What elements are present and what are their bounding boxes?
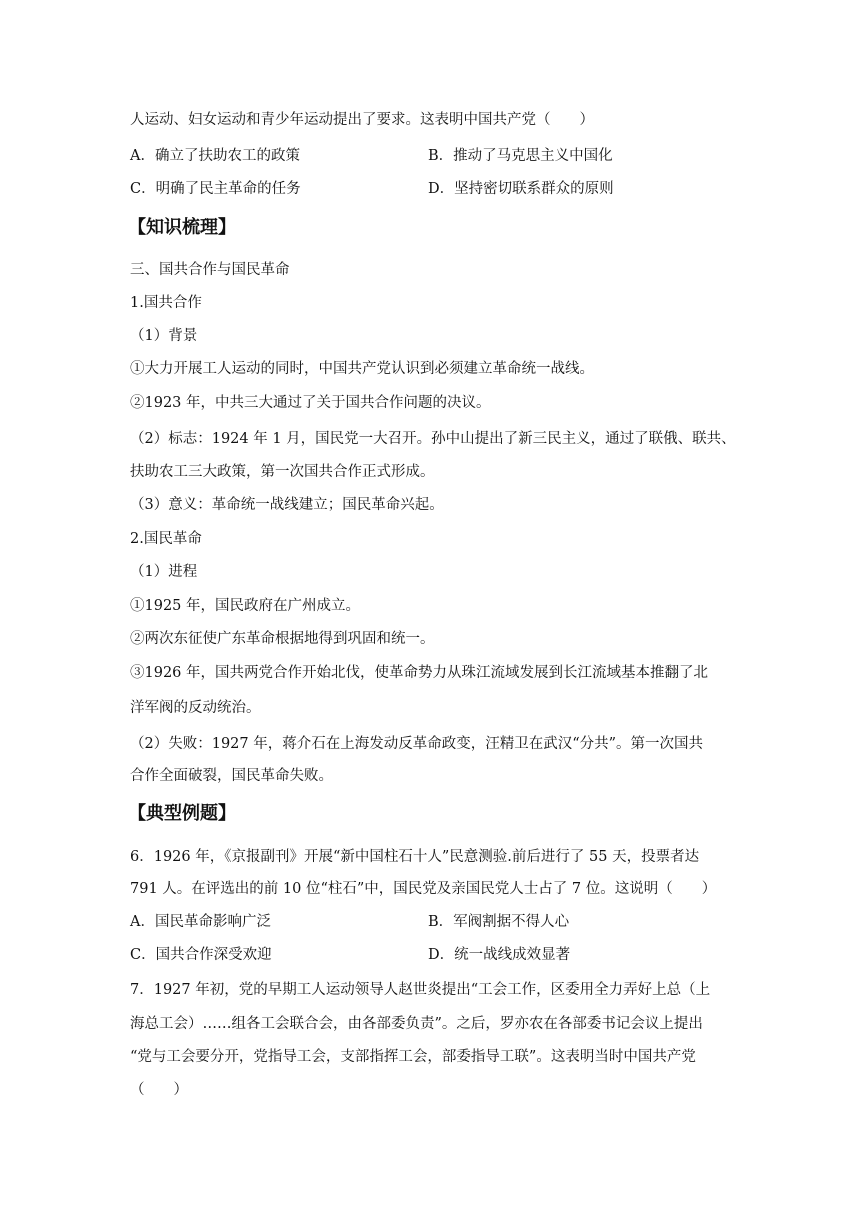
q6-stem-line: 791 人。在评选出的前 10 位“柱石”中，国民党及亲国民党人士占了 7 位。这说明（ ）: [130, 881, 717, 897]
q6-option-d: D．统一战线成效显著: [428, 947, 571, 963]
q7-stem-line: 海总工会）……组各工会联合会，由各部委负责”。之后，罗亦农在各部委书记会议上提出: [130, 1016, 703, 1032]
knowledge-line: 扶助农工三大政策，第一次国共合作正式形成。: [130, 464, 435, 480]
knowledge-line: 洋军阀的反动统治。: [130, 700, 261, 716]
knowledge-line: ①1925 年，国民政府在广州成立。: [130, 598, 361, 614]
knowledge-line: ③1926 年，国共两党合作开始北伐，使革命势力从珠江流域发展到长江流域基本推翻了北: [130, 665, 709, 681]
q5-option-d: D．坚持密切联系群众的原则: [428, 181, 614, 197]
knowledge-line: （1）进程: [130, 564, 198, 580]
q6-option-c: C．国共合作深受欢迎: [130, 947, 272, 963]
knowledge-line: 2.国民革命: [130, 531, 202, 547]
knowledge-line: （1）背景: [130, 328, 198, 344]
q6-option-a: A．国民革命影响广泛: [130, 914, 271, 930]
q7-stem-line: “党与工会要分开，党指导工会，支部指挥工会，部委指导工联”。这表明当时中国共产党: [130, 1049, 696, 1065]
knowledge-line: （2）失败：1927 年，蒋介石在上海发动反革命政变，汪精卫在武汉“分共”。第一次国共: [130, 736, 704, 752]
knowledge-line: （3）意义：革命统一战线建立；国民革命兴起。: [130, 497, 444, 513]
q5-stem-tail: 人运动、妇女运动和青少年运动提出了要求。这表明中国共产党（ ）: [130, 112, 594, 128]
q7-answer-blank: （ ）: [130, 1082, 188, 1098]
knowledge-line: 合作全面破裂，国民革命失败。: [130, 768, 333, 784]
knowledge-line: ②两次东征使广东革命根据地得到巩固和统一。: [130, 631, 435, 647]
q6-option-b: B．军阀割据不得人心: [428, 914, 570, 930]
q7-stem-line: 7．1927 年初，党的早期工人运动领导人赵世炎提出“工会工作，区委用全力弄好上总（上: [130, 982, 711, 998]
knowledge-line: 三、国共合作与国民革命: [130, 262, 290, 278]
q5-option-c: C．明确了民主革命的任务: [130, 181, 301, 197]
knowledge-line: ②1923 年，中共三大通过了关于国共合作问题的决议。: [130, 395, 491, 411]
knowledge-heading: 【知识梳理】: [128, 217, 236, 238]
knowledge-line: （2）标志：1924 年 1 月，国民党一大召开。孙中山提出了新三民主义，通过了联俄、联共、: [130, 431, 736, 447]
q5-option-b: B．推动了马克思主义中国化: [428, 148, 613, 164]
q5-option-a: A．确立了扶助农工的政策: [130, 148, 300, 164]
q6-stem-line: 6．1926 年，《京报副刊》开展“新中国柱石十人”民意测验.前后进行了 55 天，投票者达: [130, 849, 700, 865]
examples-heading: 【典型例题】: [128, 803, 236, 824]
knowledge-line: ①大力开展工人运动的同时，中国共产党认识到必须建立革命统一战线。: [130, 361, 594, 377]
knowledge-line: 1.国共合作: [130, 295, 202, 311]
